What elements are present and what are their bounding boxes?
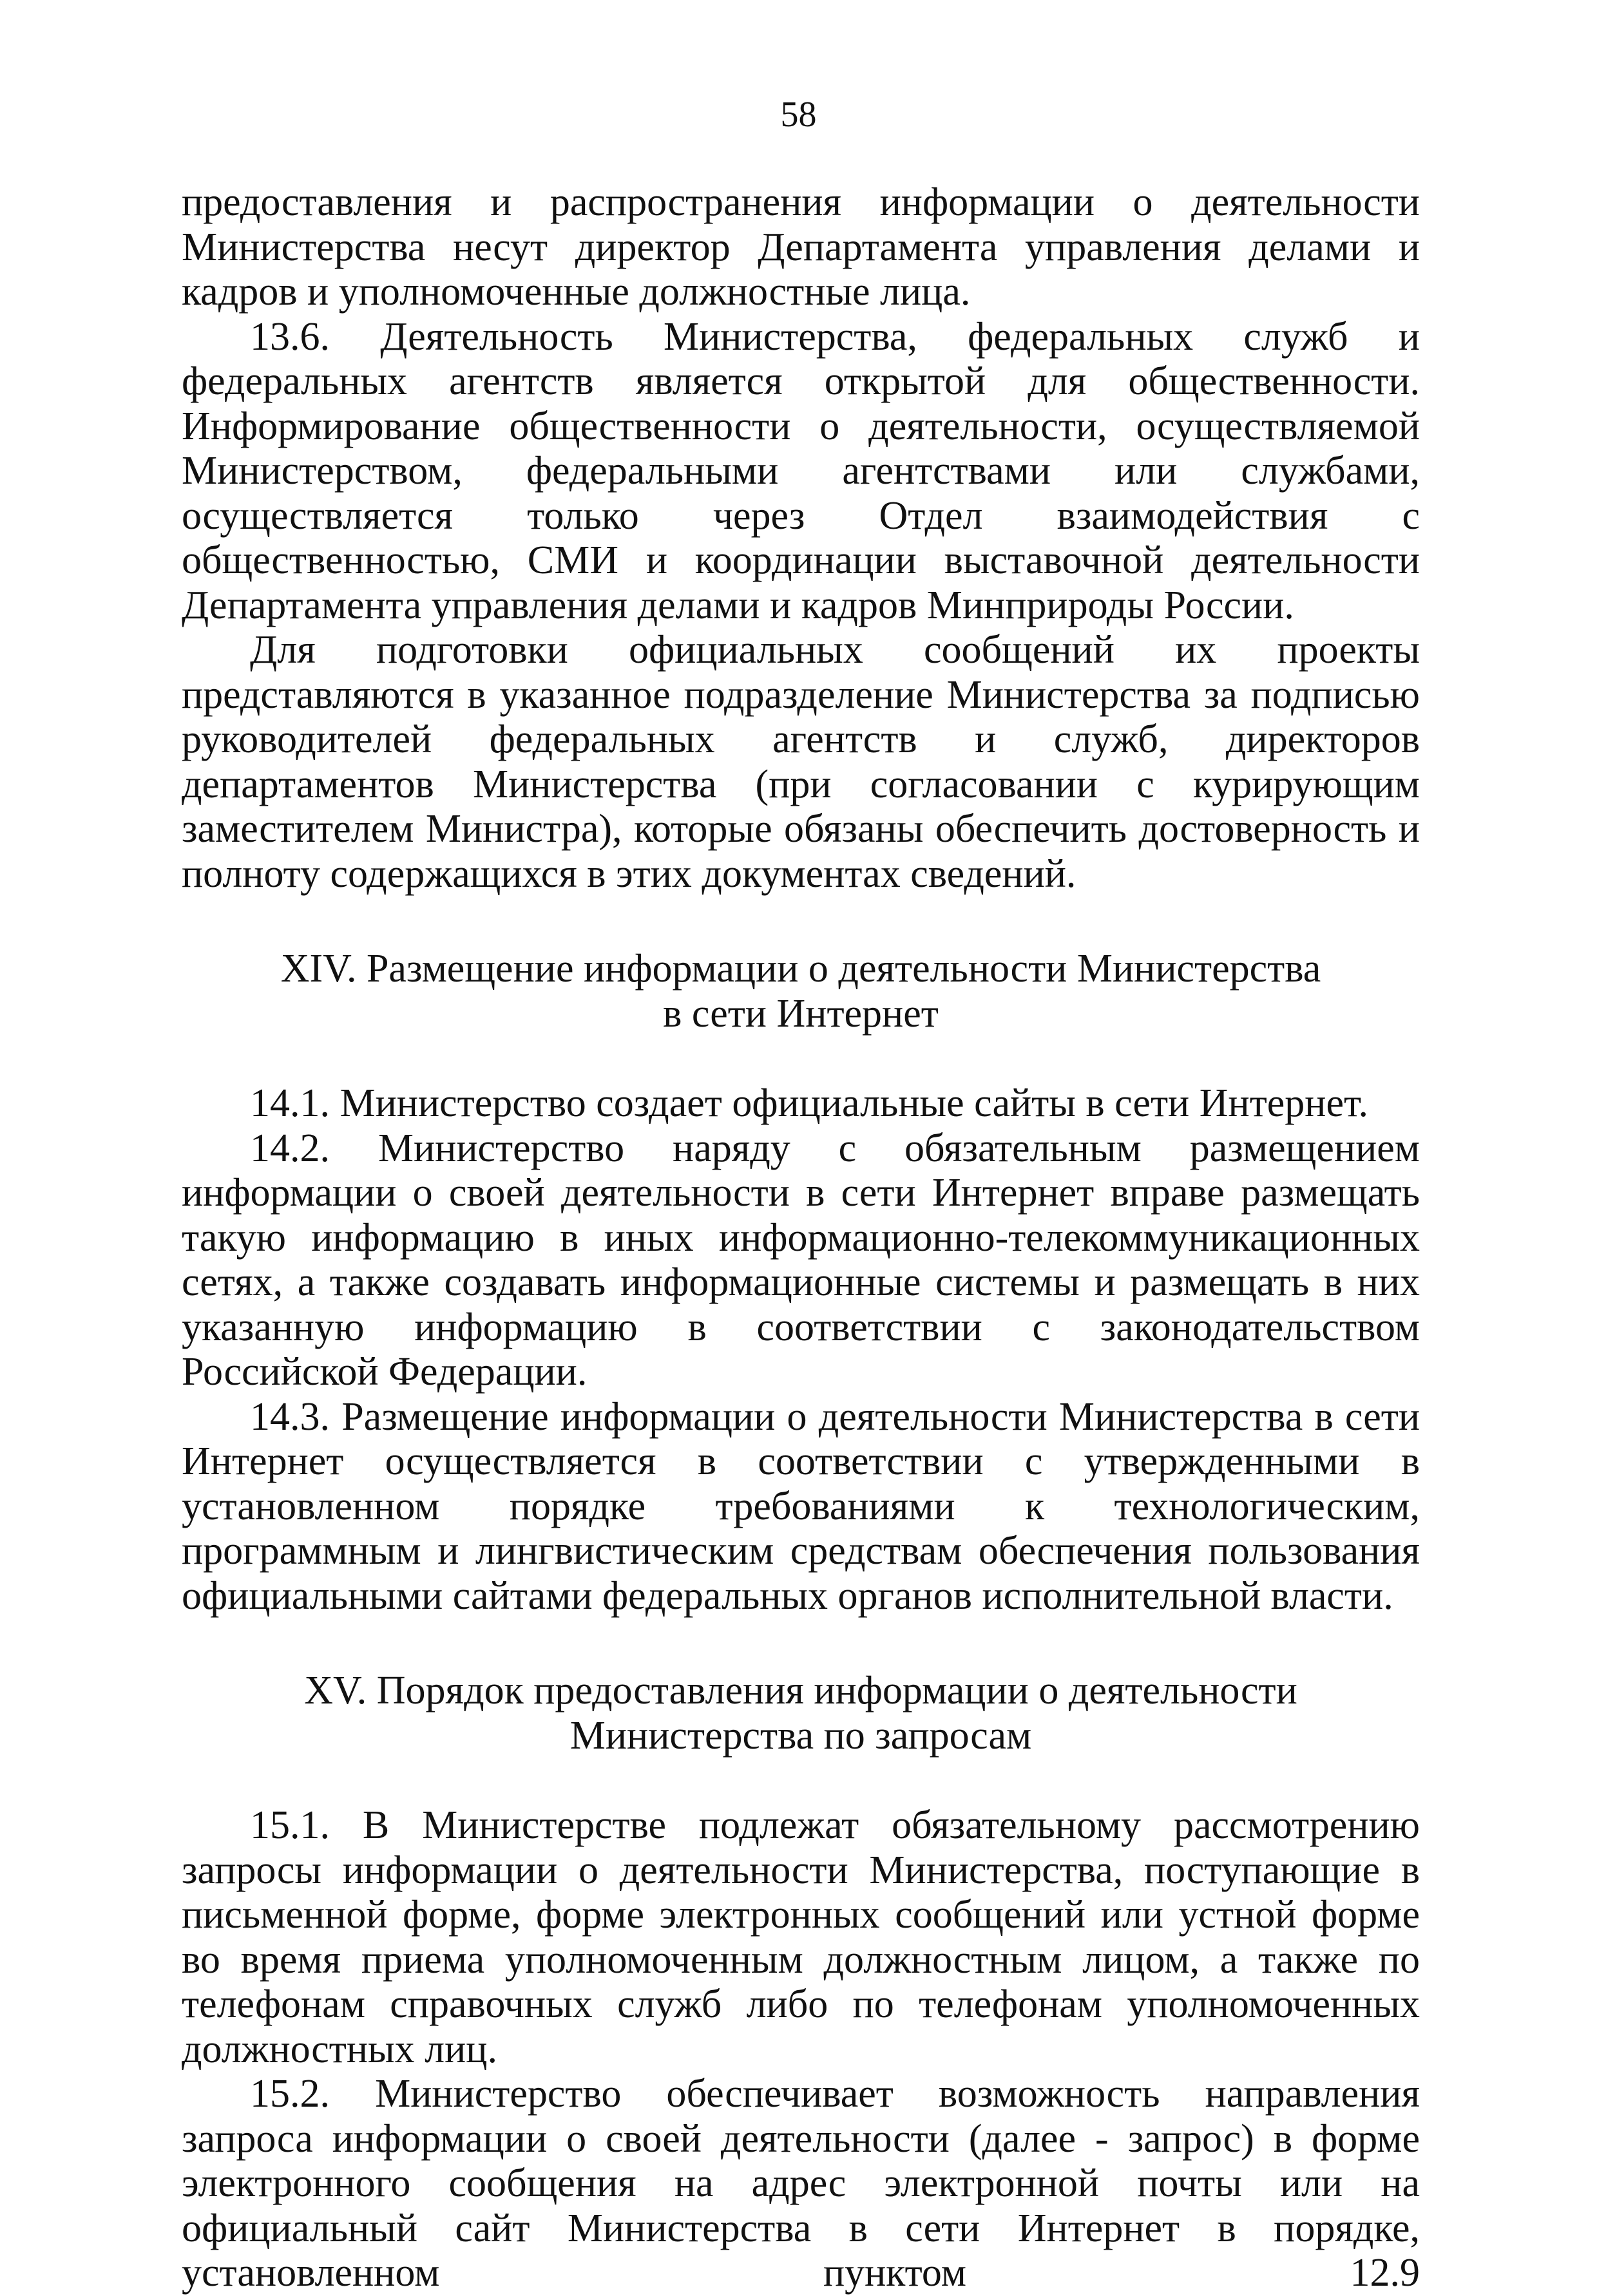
section-14-heading <box>182 947 1420 1036</box>
section-14-heading-line1: XIV. Размещение информации о деятельности Министерства <box>280 947 1321 991</box>
paragraph-13-6: 13.6. Деятельность Министерства, федеральных служб и федеральных агентств является открытой для общественности. Информирование общественности о деятельности, осуществляемой Министерством, федеральными агентствами или службами, осуществляется только через Отдел взаимодействия с общественностью, СМИ и координации выставочной деятельности Департамента управления делами и кадров Минприроды России. <box>182 314 1420 627</box>
paragraph-15-2-line: информации о своей деятельности (далее - запрос) в форме электронного <box>182 2116 1420 2205</box>
paragraph-14-1: 14.1. Министерство создает официальные сайты в сети Интернет. <box>250 1081 1368 1125</box>
paragraph-15-2 <box>182 2072 1420 2296</box>
paragraph-15-2-line: 15.2. Министерство обеспечивает возможность направления запроса <box>182 2072 1420 2161</box>
paragraph-continuation: предоставления и распространения информации о деятельности Министерства несут директор Департамента управления делами и кадров и уполномоченные должностные лица. <box>182 180 1420 314</box>
paragraph-official-messages: Для подготовки официальных сообщений их проекты представляются в указанное подразделение Министерства за подписью руководителей федеральных агентств и служб, директоров департаментов Министерства (при согласовании с курирующим заместителем Министра), которые обязаны обеспечить достоверность и полноту содержащихся в этих документах сведений. <box>182 628 1420 896</box>
section-15-heading-line2: Министерства по запросам <box>569 1713 1032 1758</box>
paragraph-14-2: 14.2. Министерство наряду с обязательным размещением информации о своей деятельности в сети Интернет вправе размещать такую информацию в иных информационно-телекоммуникационных сетях, а также создавать информационные системы и размещать в них указанную информацию в соответствии с законодательством Российской Федерации. <box>182 1126 1420 1394</box>
paragraph-15-2-line: сообщения на адрес электронной почты или на официальный сайт <box>182 2161 1420 2250</box>
section-15-heading-line1: XV. Порядок предоставления информации о деятельности <box>304 1669 1297 1713</box>
paragraph-15-1: 15.1. В Министерстве подлежат обязательному рассмотрению запросы информации о деятельности Министерства, поступающие в письменной форме, форме электронных сообщений или устной форме во время приема уполномоченным должностным лицом, а также по телефонам справочных служб либо по телефонам уполномоченных должностных лиц. <box>182 1803 1420 2071</box>
paragraph-14-3: 14.3. Размещение информации о деятельности Министерства в сети Интернет осуществляется в соответствии с утвержденными в установленном порядке требованиями к технологическим, программным и лингвистическим средствам обеспечения пользования официальными сайтами федеральных органов исполнительной власти. <box>182 1394 1420 1618</box>
paragraph-15-2-line: Министерства в сети Интернет в порядке, установленном пунктом 12.9 <box>182 2206 1420 2295</box>
section-14-heading-line2: в сети Интернет <box>663 991 939 1036</box>
page-number: 58 <box>780 95 817 135</box>
document-body <box>182 180 1420 2296</box>
section-15-heading <box>182 1669 1420 1758</box>
